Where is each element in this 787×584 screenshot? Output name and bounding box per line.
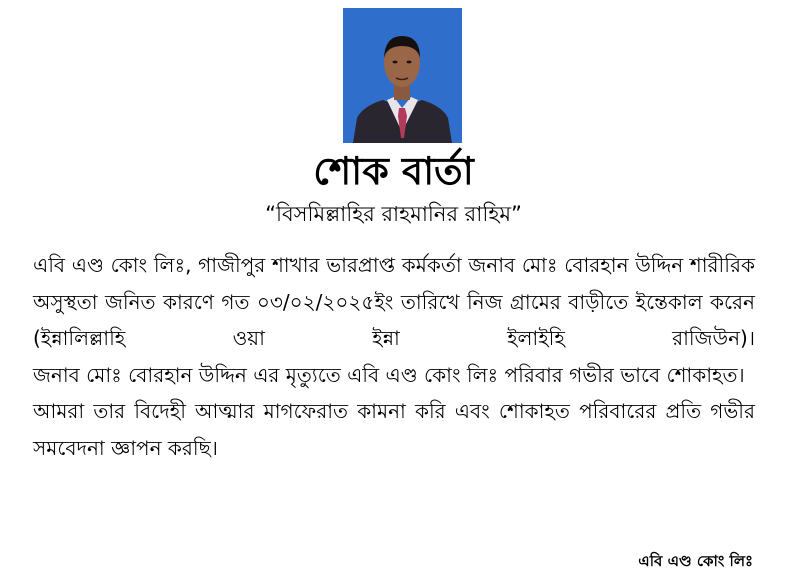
- notice-title: শোক বার্তা: [313, 149, 474, 193]
- notice-paragraph: জনাব মোঃ বোরহান উদ্দিন এর মৃত্যুতে এবি এণ্ড কোং লিঃ পরিবার গভীর ভাবে শোকাহত।: [33, 362, 745, 387]
- notice-paragraph: এবি এণ্ড কোং লিঃ, গাজীপুর শাখার ভারপ্রাপ্ত কর্মকর্তা জনাব মোঃ বোরহান উদ্দিন শারীরিক অসুস্থতা জনিত কারণে গত ০৩/০২/২০২৫ইং তারিখে নিজ গ্রামের বাড়ীতে ইন্তেকাল করেন (ইন্নালিল্লাহি ওয়া ইন্না ইলাইহি রাজিউন)।: [33, 253, 755, 350]
- portrait-photo: [343, 8, 462, 143]
- signature: এবি এণ্ড কোং লিঃ: [638, 552, 753, 570]
- notice-paragraph: আমরা তার বিদেহী আত্মার মাগফেরাত কামনা করি এবং শোকাহত পরিবারের প্রতি গভীর সমবেদনা জ্ঞাপন করছি।: [33, 399, 755, 460]
- notice-subtitle: “বিসমিল্লাহির রাহমানির রাহিম”: [265, 202, 522, 226]
- notice-body: [33, 247, 755, 466]
